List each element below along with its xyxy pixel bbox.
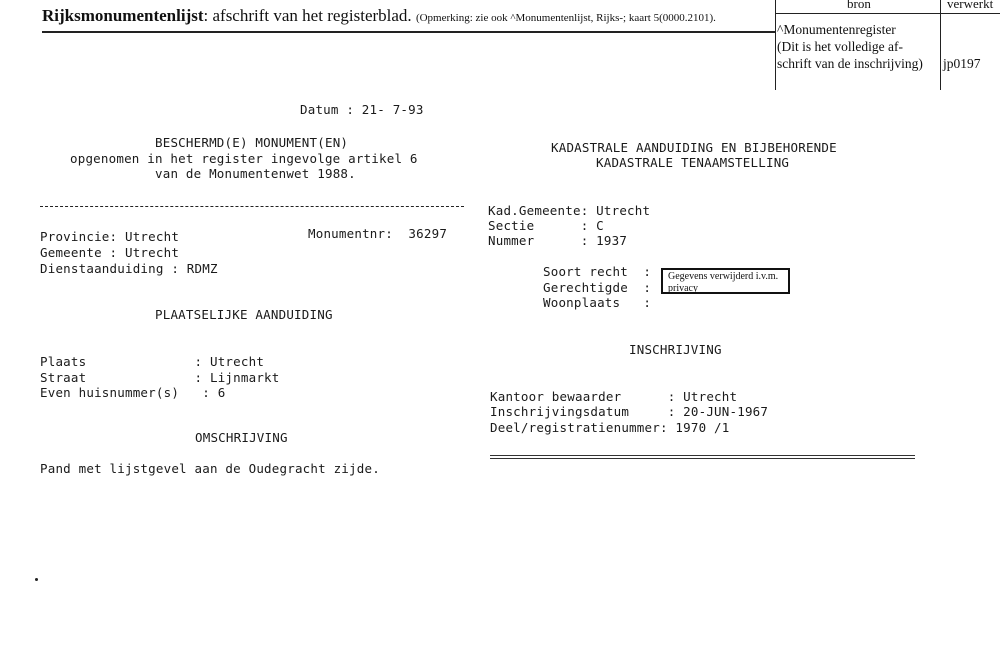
- privacy-line-2: privacy: [668, 283, 698, 294]
- source-line-2: (Dit is het volledige af-: [777, 39, 903, 54]
- col-processed-header: verwerkt: [947, 0, 994, 11]
- nummer: Nummer : 1937: [488, 233, 628, 248]
- omschrijving-heading: OMSCHRIJVING: [195, 430, 288, 445]
- privacy-redaction-box: [661, 268, 790, 294]
- gemeente: Gemeente : Utrecht: [40, 245, 180, 260]
- title-note: (Opmerking: zie ook ^Monumentenlijst, Rijks-; kaart 5(0000.2101).: [415, 12, 716, 24]
- dashed-separator: [40, 206, 464, 207]
- plaats: Plaats : Utrecht: [40, 354, 265, 369]
- left-heading-3: van de Monumentenwet 1988.: [155, 166, 356, 181]
- title-rest: : afschrift van het registerblad.: [203, 6, 412, 25]
- gerechtigde: Gerechtigde :: [543, 280, 652, 295]
- double-rule-bottom: [490, 458, 915, 459]
- kad-gemeente: Kad.Gemeente: Utrecht: [488, 203, 651, 218]
- table-header-rule: [775, 13, 1000, 14]
- datum: Datum : 21- 7-93: [300, 102, 424, 117]
- omschrijving: Pand met lijstgevel aan de Oudegracht zijde.: [40, 461, 380, 476]
- dienstaanduiding: Dienstaanduiding : RDMZ: [40, 261, 218, 276]
- inschrijvingsdatum: Inschrijvingsdatum : 20-JUN-1967: [490, 404, 769, 419]
- provincie: Provincie: Utrecht: [40, 229, 180, 244]
- straat: Straat : Lijnmarkt: [40, 370, 280, 385]
- left-heading-1: BESCHERMD(E) MONUMENT(EN): [155, 135, 349, 150]
- double-rule-top: [490, 455, 915, 456]
- scan-speck: [35, 578, 38, 581]
- right-heading-1: KADASTRALE AANDUIDING EN BIJBEHORENDE: [551, 140, 837, 155]
- header-rule: [42, 31, 775, 33]
- inschrijving-heading: INSCHRIJVING: [629, 342, 722, 357]
- source-table: [775, 0, 1000, 90]
- kantoor-bewaarder: Kantoor bewaarder : Utrecht: [490, 389, 738, 404]
- source-line-1: ^Monumentenregister: [777, 22, 896, 37]
- soort-recht: Soort recht :: [543, 264, 652, 279]
- source-line-3: schrift van de inschrijving): [777, 56, 923, 71]
- title-bold: Rijksmonumentenlijst: [42, 6, 204, 25]
- col-source-header: bron: [847, 0, 871, 11]
- monumentnr: Monumentnr: 36297: [308, 226, 448, 241]
- woonplaats: Woonplaats :: [543, 295, 652, 310]
- sectie: Sectie : C: [488, 218, 604, 233]
- plaatselijke-heading: PLAATSELIJKE AANDUIDING: [155, 307, 333, 322]
- right-heading-2: KADASTRALE TENAAMSTELLING: [596, 155, 790, 170]
- left-heading-2: opgenomen in het register ingevolge artikel 6: [70, 151, 418, 166]
- processed-value: jp0197: [943, 56, 981, 71]
- privacy-line-1: Gegevens verwijderd i.v.m.: [668, 271, 779, 282]
- deel-registratienummer: Deel/registratienummer: 1970 /1: [490, 420, 730, 435]
- huisnummer: Even huisnummer(s) : 6: [40, 385, 226, 400]
- page-title: [42, 6, 716, 26]
